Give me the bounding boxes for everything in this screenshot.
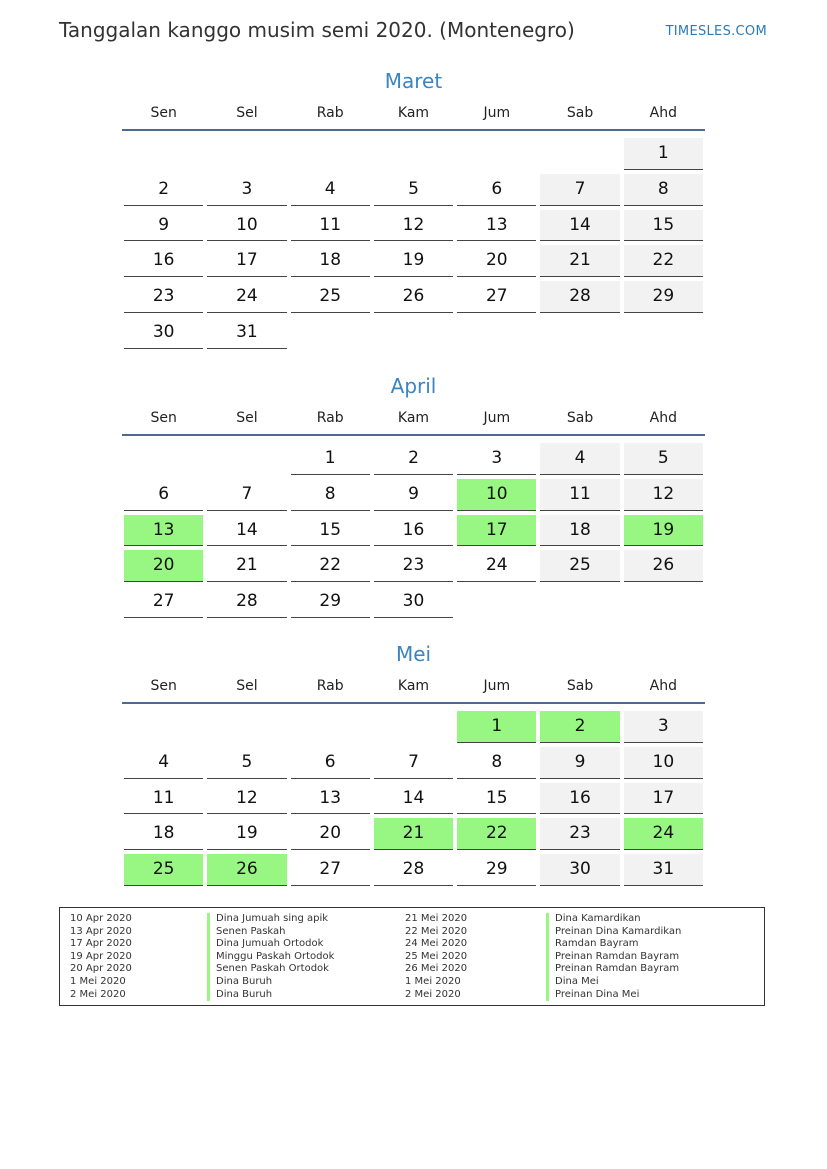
day-number: 10 bbox=[624, 747, 703, 779]
day-number: 27 bbox=[457, 281, 536, 313]
empty-day-cell bbox=[122, 440, 205, 476]
day-number: 24 bbox=[457, 550, 536, 582]
page-title: Tanggalan kanggo musim semi 2020. (Montenegro) bbox=[59, 18, 575, 42]
day-number: 21 bbox=[207, 550, 286, 582]
day-number: 18 bbox=[124, 818, 203, 850]
holiday-name: Dina Mei bbox=[546, 976, 681, 989]
empty-day-cell bbox=[372, 314, 455, 350]
day-number: 8 bbox=[624, 174, 703, 206]
day-cell bbox=[372, 171, 455, 207]
day-number: 28 bbox=[207, 586, 286, 618]
day-number: 31 bbox=[207, 317, 286, 349]
day-number: 10 bbox=[457, 479, 536, 511]
day-number: 24 bbox=[207, 281, 286, 313]
day-cell bbox=[289, 278, 372, 314]
holiday-date: 13 Apr 2020 bbox=[70, 925, 132, 937]
day-cell bbox=[122, 476, 205, 512]
brand-logo-link[interactable]: TIMESLES.COM bbox=[665, 24, 767, 39]
day-number: 31 bbox=[624, 854, 703, 886]
day-cell bbox=[205, 207, 288, 243]
day-number: 29 bbox=[291, 586, 370, 618]
day-number: 19 bbox=[374, 245, 453, 277]
day-number: 30 bbox=[374, 586, 453, 618]
day-number: 25 bbox=[124, 854, 203, 886]
day-cell bbox=[289, 583, 372, 619]
holiday-name: Dina Kamardikan bbox=[546, 913, 681, 926]
holiday-day-cell bbox=[622, 512, 705, 548]
day-number: 23 bbox=[374, 550, 453, 582]
day-cell bbox=[205, 815, 288, 851]
day-cell bbox=[205, 780, 288, 816]
empty-day-cell bbox=[122, 708, 205, 744]
day-number: 12 bbox=[624, 479, 703, 511]
day-cell bbox=[289, 242, 372, 278]
weekday-label: Sab bbox=[566, 105, 594, 121]
holiday-name: Preinan Ramdan Bayram bbox=[546, 963, 681, 976]
week-row bbox=[122, 583, 705, 619]
weekday-label: Ahd bbox=[649, 678, 677, 694]
day-cell bbox=[455, 851, 538, 887]
day-number: 20 bbox=[124, 550, 203, 582]
day-cell bbox=[372, 583, 455, 619]
weekday-label: Rab bbox=[316, 105, 344, 121]
empty-day-cell bbox=[372, 708, 455, 744]
week-row bbox=[122, 135, 705, 171]
holiday-day-cell bbox=[455, 815, 538, 851]
day-number: 27 bbox=[291, 854, 370, 886]
holiday-date: 25 Mei 2020 bbox=[405, 950, 468, 962]
weekend-day-cell bbox=[622, 440, 705, 476]
holiday-day-cell bbox=[538, 708, 621, 744]
holiday-date: 21 Mei 2020 bbox=[405, 913, 468, 924]
day-cell bbox=[455, 242, 538, 278]
day-cell bbox=[205, 278, 288, 314]
weekday-label: Rab bbox=[316, 678, 344, 694]
weekday-label: Jum bbox=[483, 678, 511, 694]
day-number: 29 bbox=[624, 281, 703, 313]
weekend-day-cell bbox=[622, 207, 705, 243]
day-number: 20 bbox=[291, 818, 370, 850]
weekend-day-cell bbox=[622, 780, 705, 816]
week-row bbox=[122, 780, 705, 816]
weekend-day-cell bbox=[622, 547, 705, 583]
day-number: 26 bbox=[374, 281, 453, 313]
day-number: 22 bbox=[457, 818, 536, 850]
day-number: 22 bbox=[291, 550, 370, 582]
day-number: 1 bbox=[624, 138, 703, 170]
weekday-header bbox=[122, 406, 705, 436]
weekend-day-cell bbox=[622, 708, 705, 744]
day-number: 16 bbox=[124, 245, 203, 277]
day-cell bbox=[122, 815, 205, 851]
day-cell bbox=[122, 314, 205, 350]
week-row bbox=[122, 242, 705, 278]
day-number: 3 bbox=[207, 174, 286, 206]
holiday-date: 19 Apr 2020 bbox=[70, 950, 132, 962]
week-row bbox=[122, 512, 705, 548]
weekend-day-cell bbox=[622, 851, 705, 887]
day-number: 25 bbox=[291, 281, 370, 313]
day-cell bbox=[205, 242, 288, 278]
day-cell bbox=[289, 780, 372, 816]
week-row bbox=[122, 440, 705, 476]
day-number: 29 bbox=[457, 854, 536, 886]
day-number: 18 bbox=[291, 245, 370, 277]
day-cell bbox=[289, 851, 372, 887]
day-cell bbox=[205, 171, 288, 207]
holiday-day-cell bbox=[455, 476, 538, 512]
empty-day-cell bbox=[455, 314, 538, 350]
day-number: 25 bbox=[540, 550, 619, 582]
weekend-day-cell bbox=[538, 476, 621, 512]
day-number: 9 bbox=[540, 747, 619, 779]
holiday-day-cell bbox=[122, 512, 205, 548]
holiday-name: Preinan Dina Mei bbox=[546, 989, 681, 1002]
weekday-label: Kam bbox=[397, 678, 430, 694]
week-row bbox=[122, 476, 705, 512]
day-number: 30 bbox=[540, 854, 619, 886]
day-cell bbox=[122, 780, 205, 816]
day-number: 30 bbox=[124, 317, 203, 349]
day-cell bbox=[289, 815, 372, 851]
empty-day-cell bbox=[538, 135, 621, 171]
empty-day-cell bbox=[455, 135, 538, 171]
weekend-day-cell bbox=[622, 135, 705, 171]
holiday-day-cell bbox=[622, 815, 705, 851]
weekday-header bbox=[122, 101, 705, 131]
weekday-label: Sab bbox=[566, 410, 594, 426]
weekday-label: Rab bbox=[316, 410, 344, 426]
holiday-day-cell bbox=[455, 512, 538, 548]
weekend-day-cell bbox=[538, 278, 621, 314]
holiday-day-cell bbox=[122, 851, 205, 887]
day-cell bbox=[372, 440, 455, 476]
empty-day-cell bbox=[289, 314, 372, 350]
day-number: 15 bbox=[457, 783, 536, 815]
day-number: 26 bbox=[207, 854, 286, 886]
week-row bbox=[122, 851, 705, 887]
day-number: 19 bbox=[207, 818, 286, 850]
holiday-date: 17 Apr 2020 bbox=[70, 938, 132, 950]
day-cell bbox=[372, 744, 455, 780]
holiday-date: 2 Mei 2020 bbox=[70, 988, 126, 1000]
day-number: 27 bbox=[124, 586, 203, 618]
holiday-name: Senen Paskah bbox=[207, 926, 334, 939]
weekend-day-cell bbox=[538, 440, 621, 476]
day-number: 1 bbox=[457, 711, 536, 743]
weekend-day-cell bbox=[538, 851, 621, 887]
empty-day-cell bbox=[205, 440, 288, 476]
holiday-day-cell bbox=[372, 815, 455, 851]
month-april bbox=[122, 372, 705, 619]
holiday-day-cell bbox=[122, 547, 205, 583]
weekend-day-cell bbox=[622, 744, 705, 780]
day-number: 11 bbox=[291, 210, 370, 242]
weekend-day-cell bbox=[538, 171, 621, 207]
holiday-name: Dina Jumuah Ortodok bbox=[207, 938, 334, 951]
day-cell bbox=[372, 207, 455, 243]
empty-day-cell bbox=[122, 135, 205, 171]
day-cell bbox=[289, 440, 372, 476]
day-cell bbox=[122, 744, 205, 780]
holiday-date: 2 Mei 2020 bbox=[405, 988, 461, 1000]
month-title: April bbox=[390, 374, 437, 398]
day-number: 21 bbox=[374, 818, 453, 850]
day-cell bbox=[205, 512, 288, 548]
day-number: 28 bbox=[540, 281, 619, 313]
holiday-date: 10 Apr 2020 bbox=[70, 913, 132, 924]
day-number: 15 bbox=[291, 515, 370, 547]
day-number: 28 bbox=[374, 854, 453, 886]
day-cell bbox=[455, 440, 538, 476]
day-number: 5 bbox=[624, 443, 703, 475]
day-cell bbox=[289, 207, 372, 243]
weekend-day-cell bbox=[622, 278, 705, 314]
day-number: 4 bbox=[291, 174, 370, 206]
holiday-name: Dina Jumuah sing apik bbox=[207, 913, 334, 926]
day-cell bbox=[205, 547, 288, 583]
day-cell bbox=[122, 242, 205, 278]
month-title: Mei bbox=[395, 642, 432, 666]
day-number: 13 bbox=[124, 515, 203, 547]
day-number: 3 bbox=[457, 443, 536, 475]
day-number: 13 bbox=[291, 783, 370, 815]
holiday-name: Preinan Ramdan Bayram bbox=[546, 951, 681, 964]
holiday-date: 26 Mei 2020 bbox=[405, 963, 468, 975]
day-number: 22 bbox=[624, 245, 703, 277]
weekday-label: Kam bbox=[397, 105, 430, 121]
week-row bbox=[122, 815, 705, 851]
weekday-label: Sel bbox=[236, 105, 258, 121]
weekday-label: Jum bbox=[483, 105, 511, 121]
day-cell bbox=[205, 583, 288, 619]
day-number: 15 bbox=[624, 210, 703, 242]
holiday-date: 1 Mei 2020 bbox=[405, 975, 461, 987]
day-number: 13 bbox=[457, 210, 536, 242]
day-cell bbox=[289, 547, 372, 583]
day-number: 4 bbox=[540, 443, 619, 475]
day-number: 6 bbox=[457, 174, 536, 206]
day-number: 26 bbox=[624, 550, 703, 582]
weekend-day-cell bbox=[538, 512, 621, 548]
day-cell bbox=[455, 744, 538, 780]
day-number: 8 bbox=[291, 479, 370, 511]
weekend-day-cell bbox=[622, 171, 705, 207]
empty-day-cell bbox=[205, 135, 288, 171]
holiday-date: 20 Apr 2020 bbox=[70, 963, 132, 975]
week-row bbox=[122, 278, 705, 314]
holiday-date: 22 Mei 2020 bbox=[405, 925, 468, 937]
weekend-day-cell bbox=[538, 547, 621, 583]
day-number: 2 bbox=[374, 443, 453, 475]
holiday-name: Dina Buruh bbox=[207, 989, 334, 1002]
week-row bbox=[122, 207, 705, 243]
day-cell bbox=[372, 476, 455, 512]
day-number: 6 bbox=[124, 479, 203, 511]
day-number: 10 bbox=[207, 210, 286, 242]
empty-day-cell bbox=[538, 314, 621, 350]
empty-day-cell bbox=[205, 708, 288, 744]
empty-day-cell bbox=[622, 314, 705, 350]
weekend-day-cell bbox=[538, 242, 621, 278]
day-number: 11 bbox=[540, 479, 619, 511]
day-number: 7 bbox=[374, 747, 453, 779]
day-number: 2 bbox=[540, 711, 619, 743]
day-number: 14 bbox=[540, 210, 619, 242]
month-maret bbox=[122, 67, 705, 350]
day-number: 7 bbox=[207, 479, 286, 511]
day-number: 7 bbox=[540, 174, 619, 206]
day-number: 23 bbox=[124, 281, 203, 313]
weekday-label: Ahd bbox=[649, 105, 677, 121]
day-number: 24 bbox=[624, 818, 703, 850]
empty-day-cell bbox=[455, 583, 538, 619]
day-cell bbox=[289, 744, 372, 780]
weekday-label: Kam bbox=[397, 410, 430, 426]
weekday-label: Sen bbox=[150, 678, 177, 694]
weekday-label: Ahd bbox=[649, 410, 677, 426]
holiday-date: 24 Mei 2020 bbox=[405, 938, 468, 950]
day-number: 9 bbox=[374, 479, 453, 511]
holiday-day-cell bbox=[455, 708, 538, 744]
empty-day-cell bbox=[622, 583, 705, 619]
day-number: 18 bbox=[540, 515, 619, 547]
holiday-name: Minggu Paskah Ortodok bbox=[207, 951, 334, 964]
holiday-day-cell bbox=[205, 851, 288, 887]
day-cell bbox=[455, 207, 538, 243]
day-number: 16 bbox=[374, 515, 453, 547]
week-row bbox=[122, 314, 705, 350]
day-cell bbox=[205, 744, 288, 780]
holiday-name: Senen Paskah Ortodok bbox=[207, 963, 334, 976]
weekday-label: Jum bbox=[483, 410, 511, 426]
weekday-label: Sen bbox=[150, 410, 177, 426]
day-cell bbox=[122, 278, 205, 314]
day-number: 12 bbox=[207, 783, 286, 815]
empty-day-cell bbox=[372, 135, 455, 171]
day-number: 5 bbox=[374, 174, 453, 206]
day-number: 17 bbox=[207, 245, 286, 277]
day-number: 8 bbox=[457, 747, 536, 779]
day-cell bbox=[455, 278, 538, 314]
empty-day-cell bbox=[289, 135, 372, 171]
weekday-header bbox=[122, 674, 705, 704]
day-cell bbox=[372, 851, 455, 887]
day-cell bbox=[289, 171, 372, 207]
day-cell bbox=[372, 512, 455, 548]
day-number: 14 bbox=[374, 783, 453, 815]
day-cell bbox=[122, 583, 205, 619]
day-cell bbox=[289, 476, 372, 512]
day-cell bbox=[372, 780, 455, 816]
day-number: 1 bbox=[291, 443, 370, 475]
week-row bbox=[122, 744, 705, 780]
day-number: 4 bbox=[124, 747, 203, 779]
week-row bbox=[122, 708, 705, 744]
weekday-label: Sel bbox=[236, 410, 258, 426]
day-number: 19 bbox=[624, 515, 703, 547]
weekend-day-cell bbox=[538, 815, 621, 851]
holiday-name: Dina Buruh bbox=[207, 976, 334, 989]
holiday-date: 1 Mei 2020 bbox=[70, 975, 126, 987]
day-number: 5 bbox=[207, 747, 286, 779]
day-cell bbox=[205, 314, 288, 350]
day-number: 14 bbox=[207, 515, 286, 547]
day-cell bbox=[455, 547, 538, 583]
day-cell bbox=[205, 476, 288, 512]
day-number: 23 bbox=[540, 818, 619, 850]
day-cell bbox=[455, 780, 538, 816]
week-row bbox=[122, 171, 705, 207]
day-cell bbox=[122, 171, 205, 207]
month-title: Maret bbox=[384, 69, 443, 93]
week-row bbox=[122, 547, 705, 583]
day-number: 11 bbox=[124, 783, 203, 815]
weekend-day-cell bbox=[538, 780, 621, 816]
day-number: 2 bbox=[124, 174, 203, 206]
weekend-day-cell bbox=[538, 207, 621, 243]
day-number: 6 bbox=[291, 747, 370, 779]
weekend-day-cell bbox=[622, 242, 705, 278]
day-cell bbox=[122, 207, 205, 243]
day-number: 17 bbox=[624, 783, 703, 815]
day-number: 21 bbox=[540, 245, 619, 277]
holiday-name: Preinan Dina Kamardikan bbox=[546, 926, 681, 939]
weekday-label: Sab bbox=[566, 678, 594, 694]
day-number: 12 bbox=[374, 210, 453, 242]
day-cell bbox=[455, 171, 538, 207]
day-cell bbox=[289, 512, 372, 548]
month-mei bbox=[122, 640, 705, 887]
day-number: 16 bbox=[540, 783, 619, 815]
empty-day-cell bbox=[289, 708, 372, 744]
day-number: 9 bbox=[124, 210, 203, 242]
holiday-name: Ramdan Bayram bbox=[546, 938, 681, 951]
weekend-day-cell bbox=[538, 744, 621, 780]
day-cell bbox=[372, 242, 455, 278]
weekday-label: Sel bbox=[236, 678, 258, 694]
holiday-legend bbox=[59, 907, 765, 1006]
day-cell bbox=[372, 547, 455, 583]
weekday-label: Sen bbox=[150, 105, 177, 121]
empty-day-cell bbox=[538, 583, 621, 619]
day-number: 3 bbox=[624, 711, 703, 743]
day-number: 17 bbox=[457, 515, 536, 547]
day-number: 20 bbox=[457, 245, 536, 277]
weekend-day-cell bbox=[622, 476, 705, 512]
day-cell bbox=[372, 278, 455, 314]
